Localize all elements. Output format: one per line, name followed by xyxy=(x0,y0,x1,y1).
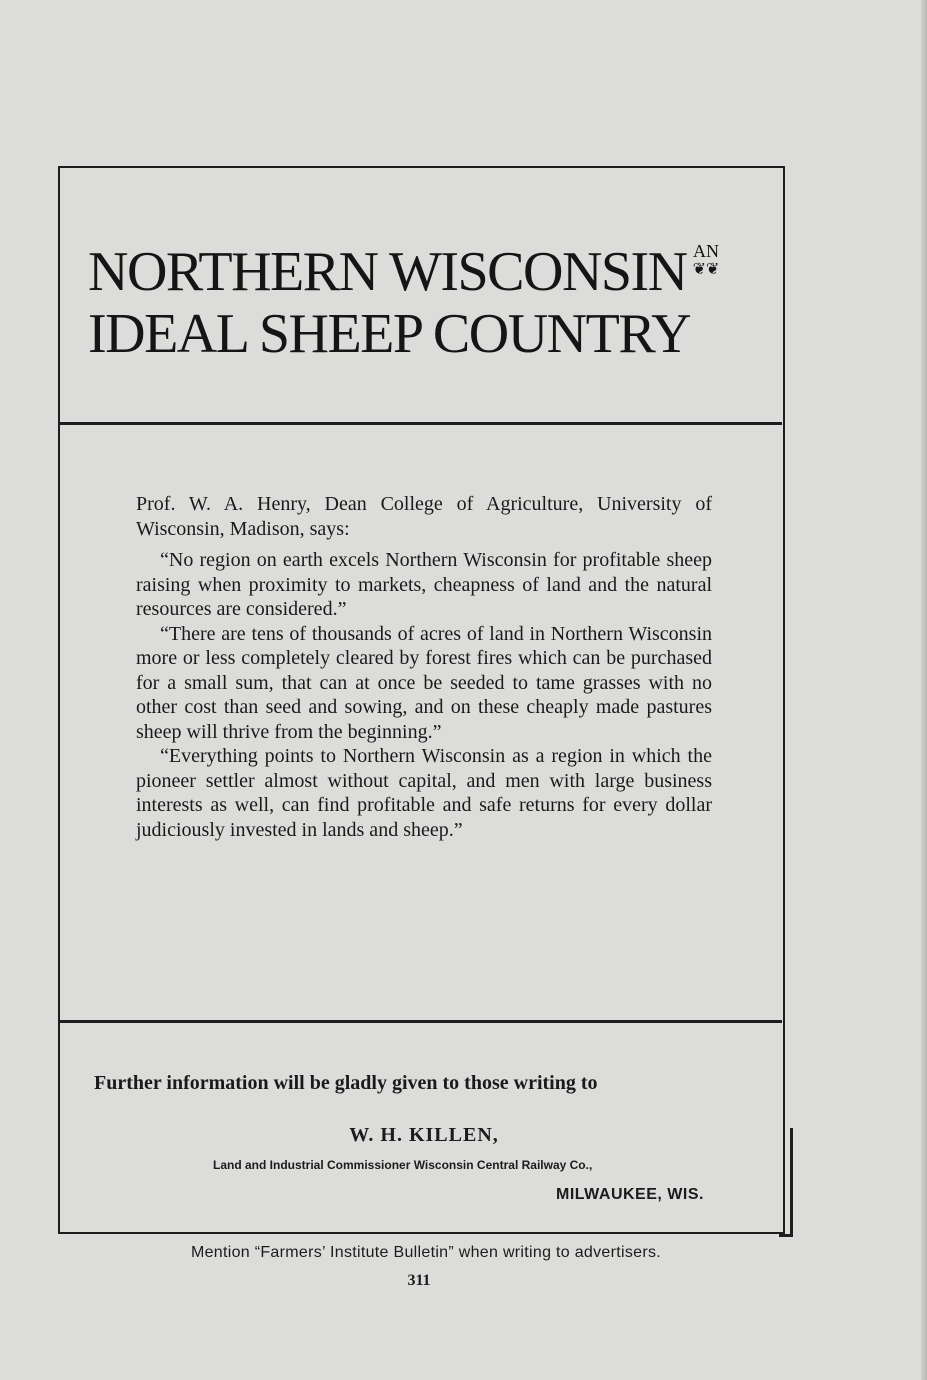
headline-an-block xyxy=(693,242,720,278)
headline-line-1 xyxy=(88,242,768,304)
headline-line-2: IDEAL SHEEP COUNTRY xyxy=(88,303,691,365)
advertisement-body xyxy=(136,492,712,842)
contact-title: Land and Industrial Commissioner Wisconsin Central Railway Co., xyxy=(213,1158,593,1172)
contact-name: W. H. KILLEN, xyxy=(349,1124,499,1146)
further-information: Further information will be gladly given to those writing to xyxy=(94,1072,598,1094)
headline-rule xyxy=(60,422,782,425)
headline-an: AN xyxy=(693,241,720,261)
page-edge xyxy=(921,0,927,1380)
footer-rule xyxy=(60,1020,782,1023)
advertisement-headline xyxy=(88,242,768,366)
intro-paragraph: Prof. W. A. Henry, Dean College of Agriculture, University of Wisconsin, Madison, says: xyxy=(136,493,712,540)
page-number: 311 xyxy=(407,1272,431,1289)
quote-paragraph-1: “No region on earth excels Northern Wisconsin for profitable sheep raising when proximity to markets, cheapness of land and the natural resources are considered.” xyxy=(136,549,712,620)
headline-line-1-text: NORTHERN WISCONSIN xyxy=(88,241,687,303)
advertiser-mention-note: Mention “Farmers’ Institute Bulletin” when writing to advertisers. xyxy=(190,1244,662,1261)
quote-paragraph-2: “There are tens of thousands of acres of land in Northern Wisconsin more or less completely cleared by forest fires which can be purchased for a small sum, that can at once be seeded to tame grasses with no other cost than seed and sowing, and on these cheaply made pastures sheep will thrive from the beginning.” xyxy=(136,622,712,743)
ornament-icon: ❦❦ xyxy=(692,261,720,278)
quote-paragraph-3: “Everything points to Northern Wisconsin as a region in which the pioneer settler almost without capital, and men with large business interests as well, can find profitable and safe returns for every dollar judiciously invested in lands and sheep.” xyxy=(136,745,712,841)
contact-city: MILWAUKEE, WIS. xyxy=(556,1186,704,1203)
